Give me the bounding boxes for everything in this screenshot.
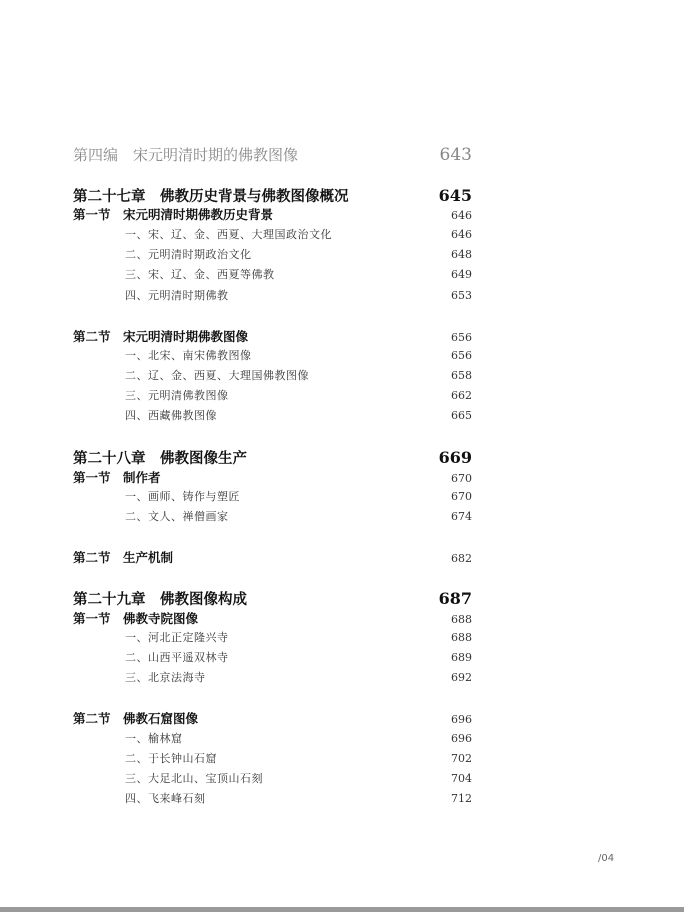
section-page: 670 [451,472,472,485]
toc-item [125,508,472,524]
toc-item [125,367,472,383]
toc-item [125,669,472,685]
item-title: 二、文人、禅僧画家 [125,510,229,523]
part-title: 第四编 宋元明清时期的佛教图像 [73,146,299,164]
toc-item [125,629,472,645]
chapter-title: 第二十九章 佛教图像构成 [73,591,247,608]
item-page: 702 [451,752,472,765]
bottom-edge-bar [0,907,684,912]
item-page: 688 [451,631,472,644]
chapter-29-heading [73,588,472,609]
section-title: 第二节 宋元明清时期佛教图像 [73,329,249,344]
item-title: 一、宋、辽、金、西夏、大理国政治文化 [125,228,332,241]
item-page: 696 [451,732,472,745]
item-page: 665 [451,409,472,422]
chapter-page: 687 [438,589,472,608]
item-title: 一、画师、铸作与塑匠 [125,490,240,503]
item-page: 648 [451,248,472,261]
section-title: 第一节 佛教寺院图像 [73,611,199,626]
item-page: 692 [451,671,472,684]
part-heading [73,144,472,165]
chapter-page: 669 [438,448,472,467]
section-page: 646 [451,209,472,222]
toc-item [125,730,472,746]
section-heading [73,205,472,223]
toc-item [125,790,472,806]
item-page: 689 [451,651,472,664]
section-heading [73,468,472,486]
item-page: 670 [451,490,472,503]
section-page: 696 [451,713,472,726]
section-title: 第二节 生产机制 [73,550,174,565]
item-title: 三、大足北山、宝顶山石刻 [125,772,263,785]
toc-item [125,347,472,363]
section-page: 656 [451,331,472,344]
item-title: 四、飞来峰石刻 [125,792,206,805]
toc-item [125,488,472,504]
part-page: 643 [439,145,472,165]
section-heading [73,709,472,727]
section-page: 688 [451,613,472,626]
item-title: 二、山西平遥双林寺 [125,651,229,664]
section-title: 第二节 佛教石窟图像 [73,711,199,726]
item-page: 674 [451,510,472,523]
toc-item [125,387,472,403]
item-page: 649 [451,268,472,281]
item-page: 653 [451,289,472,302]
section-heading [73,548,472,566]
section-title: 第一节 制作者 [73,470,161,485]
item-title: 三、北京法海寺 [125,671,206,684]
toc-item [125,649,472,665]
item-title: 二、辽、金、西夏、大理国佛教图像 [125,369,309,382]
toc-item [125,770,472,786]
item-page: 662 [451,389,472,402]
item-title: 一、榆林窟 [125,732,183,745]
item-title: 四、西藏佛教图像 [125,409,217,422]
item-title: 二、于长钟山石窟 [125,752,217,765]
item-page: 646 [451,228,472,241]
toc-item [125,287,472,303]
chapter-title: 第二十八章 佛教图像生产 [73,450,247,467]
item-page: 658 [451,369,472,382]
section-heading [73,327,472,345]
section-page: 682 [451,552,472,565]
toc-item [125,266,472,282]
item-title: 一、北宋、南宋佛教图像 [125,349,252,362]
item-page: 712 [451,792,472,805]
item-title: 一、河北正定隆兴寺 [125,631,229,644]
toc-item [125,246,472,262]
section-heading [73,609,472,627]
item-title: 四、元明清时期佛教 [125,289,229,302]
chapter-27-heading [73,185,472,206]
item-title: 三、宋、辽、金、西夏等佛教 [125,268,275,281]
chapter-page: 645 [438,186,472,205]
toc-item [125,750,472,766]
toc-item [125,226,472,242]
item-title: 二、元明清时期政治文化 [125,248,252,261]
item-page: 656 [451,349,472,362]
item-page: 704 [451,772,472,785]
chapter-title: 第二十七章 佛教历史背景与佛教图像概况 [73,188,349,205]
toc-item [125,407,472,423]
section-title: 第一节 宋元明清时期佛教历史背景 [73,207,274,222]
page-number: /04 [598,853,615,864]
item-title: 三、元明清佛教图像 [125,389,229,402]
chapter-28-heading [73,447,472,468]
